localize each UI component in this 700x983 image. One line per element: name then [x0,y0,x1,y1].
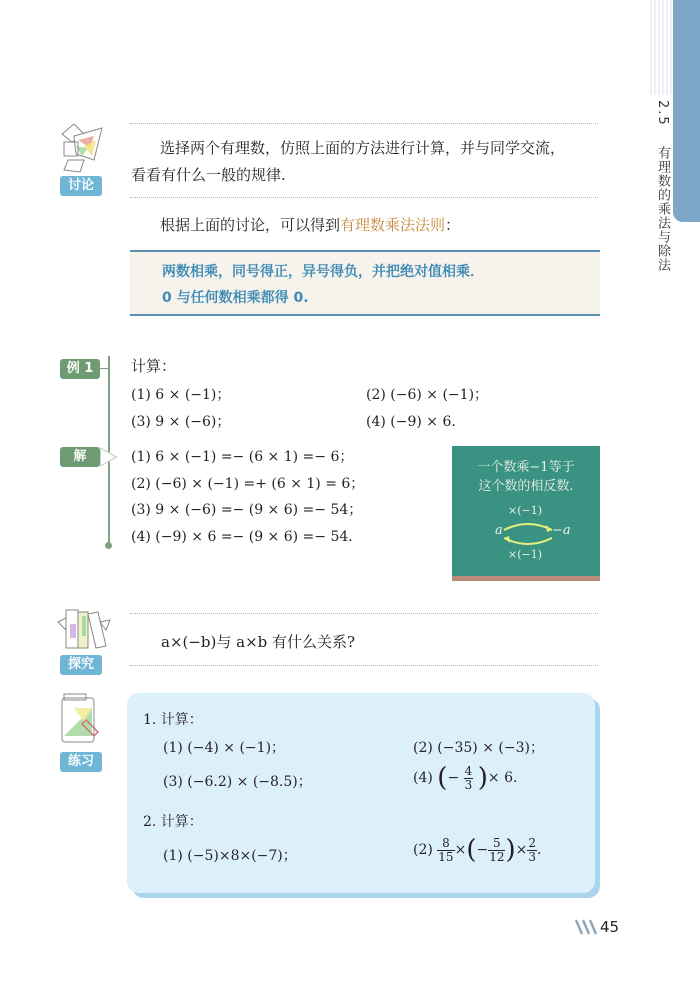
rule-intro [160,213,460,237]
example-prompt: 计算： [131,357,177,375]
times-sign: × [454,842,467,858]
tail: × 6. [487,770,518,786]
practice-q1-item-1: (1) (−4) × (−1)； [163,740,286,756]
practice-q2-item-1: (1) (−5)×8×(−7)； [163,848,297,864]
practice-q2-title: 2. 计算： [143,814,203,830]
rule-line-1: 两数相乘，同号得正，异号得负，并把绝对值相乘． [162,264,484,280]
chalkboard-bottom-label: ×(−1) [508,548,543,561]
item-label: (2) [413,842,433,858]
chalkboard-line-1: 一个数乘−1等于 [477,460,575,475]
discussion-icon [54,120,110,176]
discussion-badge: 讨论 [60,176,102,196]
practice-box [127,693,595,893]
paren-open: ( [437,763,448,793]
chalkboard-note [452,446,600,576]
side-stripes-decoration [650,0,672,95]
solution-badge: 解 [60,447,100,467]
notebook-pencil-icon [56,690,112,746]
times-sign: × [515,842,528,858]
rule-intro-suffix: ： [445,216,461,234]
fraction-2: $\frac{5}{12}$ [489,835,505,864]
example-item-3: (3) 9 × (−6)； [131,414,231,430]
practice-q2-item-2 [413,835,551,865]
rule-line-2: 0 与任何数相乘都得 0. [162,290,309,306]
fraction-3: $\frac{2}{3}$ [528,835,537,864]
practice-q1-title: 1. 计算： [143,712,203,728]
explore-badge: 探究 [60,655,102,675]
chapter-side-tab [673,0,700,222]
fraction-1: $\frac{8}{15}$ [438,835,454,864]
chalkboard-left-var: a [495,523,503,538]
discussion-line-1: 选择两个有理数，仿照上面的方法进行计算，并与同学交流， [160,139,566,157]
practice-q1-item-3: (3) (−6.2) × (−8.5)； [163,774,312,790]
solution-line-3: (3) 9 × (−6) =− (9 × 6) =− 54； [131,502,363,518]
example-item-2: (2) (−6) × (−1)； [366,387,489,403]
chalkboard-line-2: 这个数的相反数. [478,479,574,494]
paren-close: ) [477,763,488,793]
example-item-4: (4) (−9) × 6． [366,414,466,430]
section-heading [652,100,672,272]
neg-sign: − [447,770,460,786]
end-punct: ． [537,842,552,858]
item-label: (4) [413,770,433,786]
divider-dotted [130,123,598,124]
section-title: 有理数的乘法与除法 [655,145,670,272]
chalkboard-ledge [452,576,600,581]
divider-dotted [130,665,598,666]
example-badge: 例 1 [60,359,100,379]
solution-arrow-inner [101,449,115,465]
rule-intro-highlight: 有理数乘法法则 [340,216,446,234]
discussion-line-2: 看看有什么一般的规律. [131,166,286,184]
cycle-arrows-icon [500,516,556,552]
example-end-dot [105,542,112,549]
rule-intro-prefix: 根据上面的讨论，可以得到 [160,216,341,234]
explore-question: a×(−b)与 a×b 有什么关系? [161,633,356,651]
books-icon [56,606,112,662]
chalkboard-right-var: −a [552,523,571,538]
neg-sign: − [476,842,489,858]
example-tick [100,368,108,369]
paren-open: ( [466,835,477,865]
multiplication-rule-box [130,250,600,316]
solution-line-1: (1) 6 × (−1) =− (6 × 1) =− 6； [131,449,354,465]
chalkboard-top-label: ×(−1) [508,504,543,517]
paren-close: ) [505,835,516,865]
page-slashes-icon [574,919,600,935]
page-number: 45 [600,918,620,936]
solution-line-4: (4) (−9) × 6 =− (9 × 6) =− 54． [131,529,363,545]
divider-dotted [130,197,598,198]
divider-dotted [130,613,598,614]
section-number: 2.5 [655,100,670,127]
practice-q1-item-2: (2) (−35) × (−3)； [413,740,544,756]
practice-badge: 练习 [60,752,102,772]
fraction: $\frac{4}{3}$ [464,763,473,792]
example-item-1: (1) 6 × (−1)； [131,387,231,403]
solution-line-2: (2) (−6) × (−1) =+ (6 × 1) = 6； [131,476,365,492]
practice-q1-item-4 [413,763,517,793]
